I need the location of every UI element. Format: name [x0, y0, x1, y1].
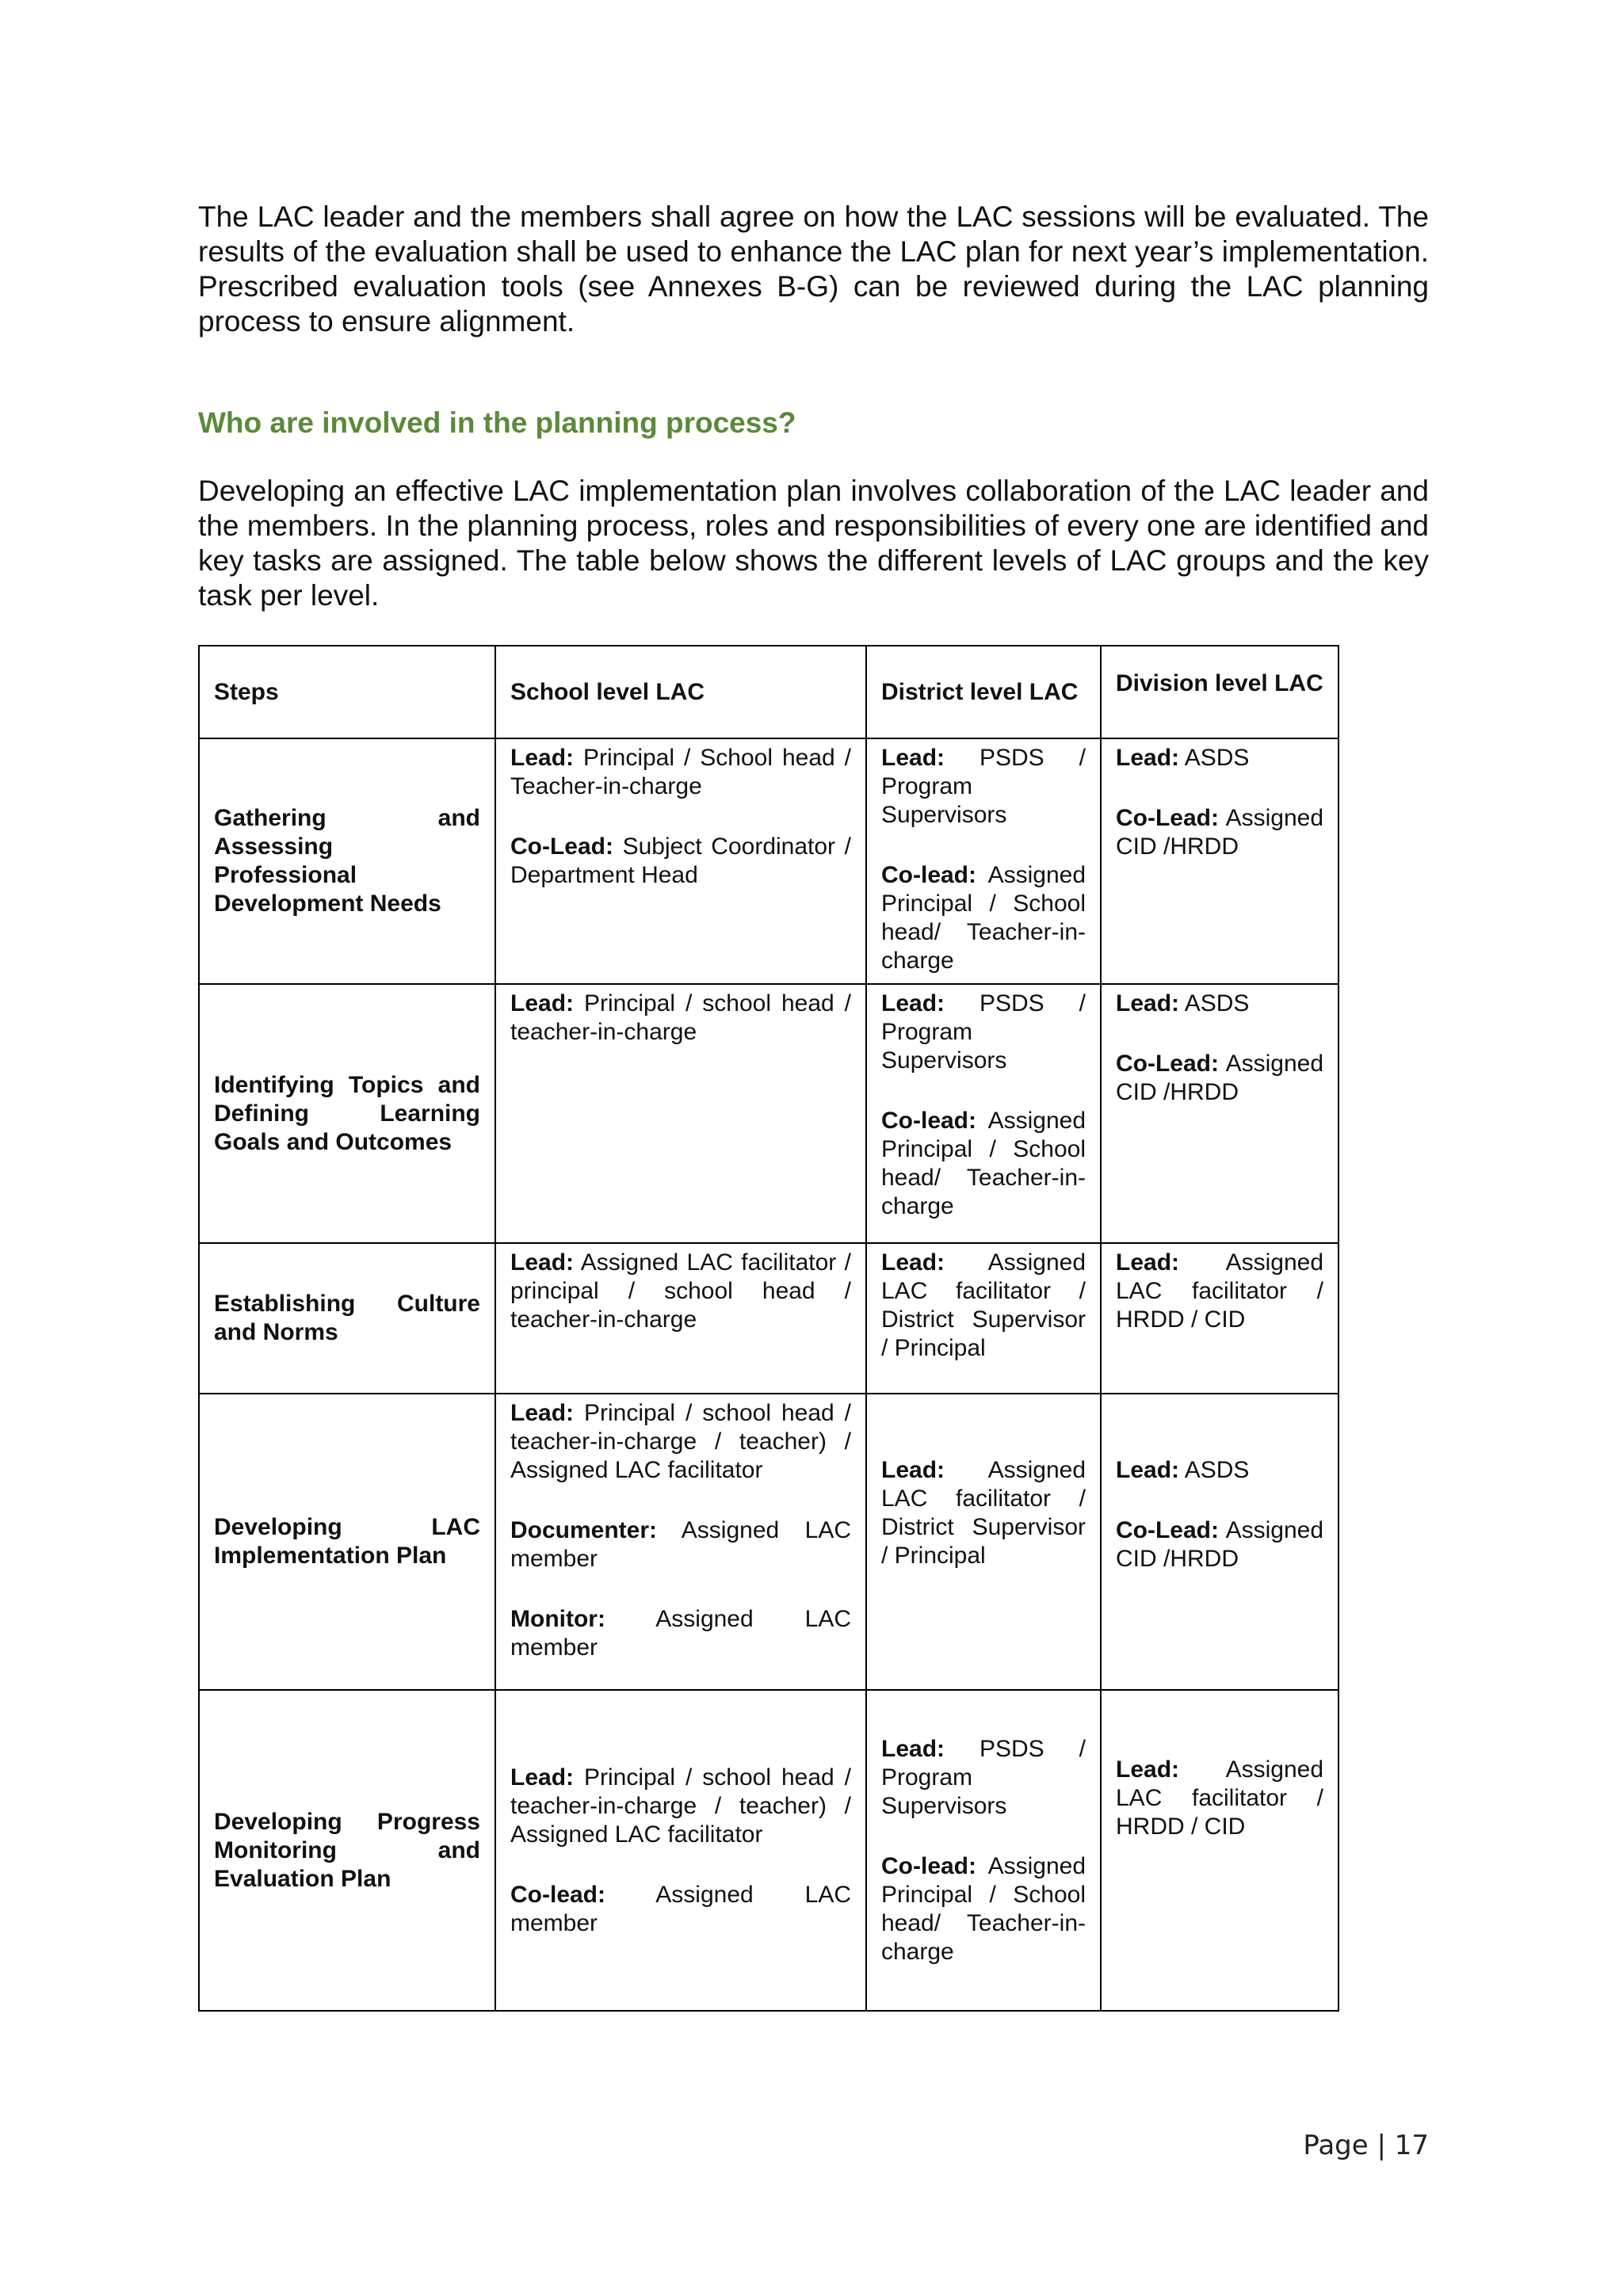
role-entry: Lead: PSDS / Program Supervisors [881, 745, 1086, 828]
page-number: Page | 17 [1303, 2130, 1429, 2161]
role-entry: Co-lead: Assigned Principal / School head/ Teacher-in-charge [881, 1108, 1086, 1219]
role-entry: Lead: Principal / school head / teacher-in-charge / teacher) / Assigned LAC facilitator [510, 1400, 851, 1483]
role-entry: Lead: Principal / school head / teacher-in-charge / teacher) / Assigned LAC facilitator [510, 1764, 851, 1848]
district-cell [866, 1394, 1101, 1690]
table-row [199, 1394, 1338, 1690]
district-cell [866, 984, 1101, 1243]
role-entry: Documenter: Assigned LAC member [510, 1517, 851, 1572]
section-heading: Who are involved in the planning process? [198, 406, 796, 439]
role-entry: Lead: ASDS [1116, 745, 1250, 771]
division-cell [1101, 984, 1338, 1243]
role-entry: Co-Lead: Assigned CID /HRDD [1116, 1517, 1323, 1572]
school-cell [495, 738, 866, 984]
table-header-row [199, 646, 1338, 738]
district-cell [866, 1690, 1101, 2011]
role-entry: Lead: PSDS / Program Supervisors [881, 990, 1086, 1074]
role-entry: Lead: Assigned LAC facilitator / principal / school head / teacher-in-charge [510, 1249, 851, 1333]
header-steps: Steps [199, 646, 495, 738]
role-entry: Co-lead: Assigned Principal / School head/ Teacher-in-charge [881, 1852, 1086, 1965]
role-entry: Lead: Assigned LAC facilitator / District Supervisor / Principal [881, 1249, 1086, 1361]
role-entry: Co-Lead: Subject Coordinator / Department Head [510, 833, 851, 888]
role-entry: Lead: Principal / school head / teacher-in-charge [510, 990, 851, 1045]
role-entry: Lead: ASDS [1116, 990, 1250, 1016]
role-entry: Lead: PSDS / Program Supervisors [881, 1735, 1086, 1819]
role-entry: Lead: Principal / School head / Teacher-in-charge [510, 745, 851, 799]
step-cell: Developing LAC Implementation Plan [199, 1394, 495, 1690]
table-row [199, 1243, 1338, 1394]
district-cell [866, 1243, 1101, 1394]
table-row [199, 738, 1338, 984]
table-row [199, 984, 1338, 1243]
role-entry: Lead: ASDS [1116, 1457, 1250, 1483]
division-cell [1101, 738, 1338, 984]
division-cell [1101, 1243, 1338, 1394]
role-entry: Co-Lead: Assigned CID /HRDD [1116, 805, 1323, 860]
school-cell [495, 984, 866, 1243]
header-division-level: Division level LAC [1101, 646, 1338, 738]
school-cell [495, 1243, 866, 1394]
role-entry: Lead: Assigned LAC facilitator / District Supervisor / Principal [881, 1457, 1086, 1569]
intro-paragraph: The LAC leader and the members shall agree on how the LAC sessions will be evaluated. The results of the evaluation shall be used to enhance the LAC plan for next year’s implementation. Prescribed evaluation tools (see Annexes B-G) can be reviewed during the LAC planning process to ensure alignment. [198, 200, 1429, 338]
roles-table [198, 645, 1339, 2012]
step-cell: Gathering and Assessing Professional Development Needs [199, 738, 495, 984]
district-cell [866, 738, 1101, 984]
division-cell [1101, 1690, 1338, 2011]
role-entry: Co-lead: Assigned Principal / School head/ Teacher-in-charge [881, 862, 1086, 974]
section-paragraph: Developing an effective LAC implementation plan involves collaboration of the LAC leader and the members. In the planning process, roles and responsibilities of every one are identified and key tasks are assigned. The table below shows the different levels of LAC groups and the key task per level. [198, 475, 1429, 612]
step-cell: Identifying Topics and Defining Learning Goals and Outcomes [199, 984, 495, 1243]
step-cell: Developing Progress Monitoring and Evaluation Plan [199, 1690, 495, 2011]
role-entry: Lead: Assigned LAC facilitator / HRDD / CID [1116, 1249, 1323, 1333]
role-entry: Lead: Assigned LAC facilitator / HRDD / CID [1116, 1756, 1323, 1840]
role-entry: Monitor: Assigned LAC member [510, 1606, 851, 1661]
school-cell [495, 1394, 866, 1690]
role-entry: Co-Lead: Assigned CID /HRDD [1116, 1051, 1323, 1105]
header-district-level: District level LAC [866, 646, 1101, 738]
header-school-level: School level LAC [495, 646, 866, 738]
division-cell [1101, 1394, 1338, 1690]
school-cell [495, 1690, 866, 2011]
table-row [199, 1690, 1338, 2011]
step-cell: Establishing Culture and Norms [199, 1243, 495, 1394]
role-entry: Co-lead: Assigned LAC member [510, 1881, 851, 1936]
